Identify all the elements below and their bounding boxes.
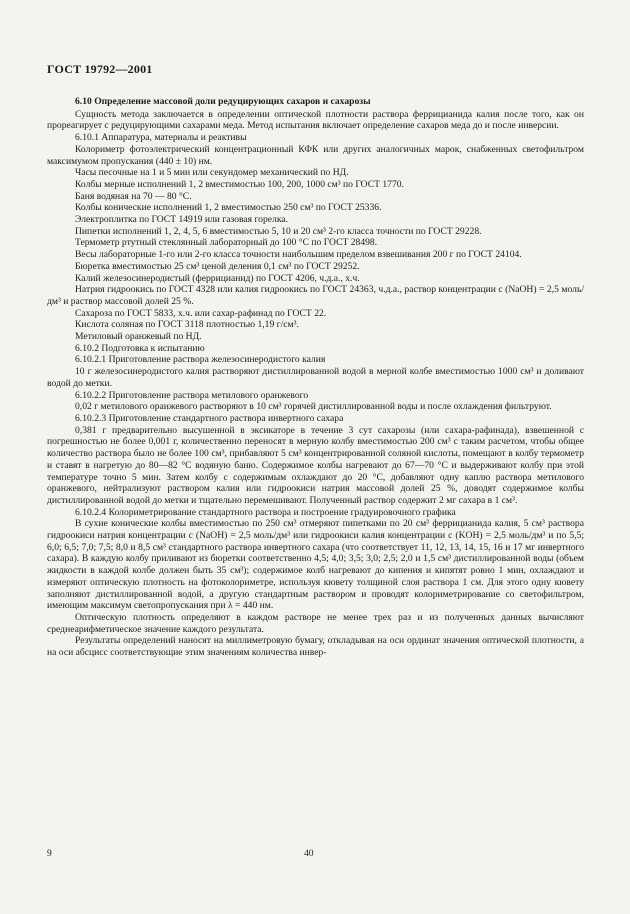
- subsection-heading: 6.10.2.3 Приготовление стандартного раствора инвертного сахара: [75, 412, 344, 424]
- paragraph: Весы лабораторные 1-го или 2-го класса точности наибольшим пределом взвешивания 200 г по ГОСТ 24104.: [75, 249, 522, 261]
- subsection-heading: 6.10.1 Аппаратура, материалы и реактивы: [75, 132, 247, 144]
- paragraph: 0,02 г метилового оранжевого растворяют в 10 см³ горячей дистиллированной воды и после охлаждения фильтруют.: [75, 401, 552, 413]
- section-content: [47, 96, 584, 659]
- subsection-heading: 6.10.2 Подготовка к испытанию: [75, 342, 205, 354]
- paragraph: Метиловый оранжевый по НД.: [75, 331, 202, 343]
- paragraph: Колбы мерные исполнений 1, 2 вместимостью 100, 200, 1000 см³ по ГОСТ 1770.: [75, 178, 404, 190]
- standard-header: ГОСТ 19792—2001: [47, 62, 153, 76]
- paragraph: Баня водяная на 70 — 80 °С.: [75, 190, 192, 202]
- subsection-heading: 6.10.2.2 Приготовление раствора метилового оранжевого: [75, 389, 309, 401]
- paragraph: 0,381 г предварительно высушенной в эксикаторе в течение 3 сут сахарозы (или сахара-рафинада), взвешенной с погрешностью не более 0,001 г, количественно переносят в мерную колбу вместимостью 200 см³ с таким расчетом, чтобы общее количество раствора было не более 100 см³, прибавляют 5 см³ концентрированной соляной кислоты, помещают в колбу термометр и ставят в нагретую до 80—82 °С водяную баню. Содержимое колбы нагревают до 67—70 °С и выдерживают колбу при этой температуре точно 5 мин. Затем колбу с содержимым охлаждают до 20 °С, добавляют одну каплю раствора метилового оранжевого, нейтрализуют раствором калия или гидроокиси натрия массовой долей 25 %, доводят содержимое колбы дистиллированной водой до метки и тщательно перемешивают. Полученный раствор содержит 2 мг сахара в 1 см³.: [47, 424, 584, 506]
- paragraph: Кислота соляная по ГОСТ 3118 плотностью 1,19 г/см³.: [75, 319, 299, 331]
- paragraph: Колориметр фотоэлектрический концентрационный КФК или других аналогичных марок, снабженных светофильтром максимумом пропускания (440 ± 10) нм.: [47, 143, 584, 167]
- paragraph: Сахароза по ГОСТ 5833, х.ч. или сахар-рафинад по ГОСТ 22.: [75, 307, 327, 319]
- paragraph: В сухие конические колбы вместимостью по 250 см³ отмеряют пипетками по 20 см³ феррицианида калия, 5 см³ раствора гидроокиси натрия концентрации с (NaOH) = 2,5 моль/дм³ или гидроокиси калия концентрации с (KOH) = 2,5 моль/дм³ и по 5,5; 6,0; 6,5; 7,0; 7,5; 8,0 и 8,5 см³ стандартного раствора инвертного сахара (что соответствует 11, 12, 13, 14, 15, 16 и 17 мг инвертного сахара). В каждую колбу приливают из бюретки соответственно 4,5; 4,0; 3,5; 3,0; 2,5; 2,0 и 1,5 см³ дистиллированной воды (объем жидкости в каждой колбе должен быть 35 см³); содержимое колб нагревают до кипения и кипятят ровно 1 мин, охлаждают и измеряют оптическую плотность на фотоколориметре, используя кювету толщиной слоя раствора 1 см. Для этого одну кювету заполняют дистиллированной водой, а другую стандартным раствором и проводят колориметрирование со светофильтром, имеющим максимум светопропускания при λ = 440 нм.: [47, 518, 584, 612]
- paragraph: Колбы конические исполнений 1, 2 вместимостью 250 см³ по ГОСТ 25336.: [75, 202, 382, 214]
- paragraph: 10 г железосинеродистого калия растворяют дистиллированной водой в мерной колбе вместимостью 1000 см³ и доливают водой до метки.: [47, 366, 584, 389]
- paragraph: Пипетки исполнений 1, 2, 4, 5, 6 вместимостью 5, 10 и 20 см³ 2-го класса точности по ГОСТ 29228.: [75, 225, 482, 237]
- paragraph: Оптическую плотность определяют в каждом растворе не менее трех раз и из полученных данных вычисляют среднеарифметическое значение каждого результата.: [47, 611, 584, 635]
- paragraph: Результаты определений наносят на миллиметровую бумагу, откладывая на оси ординат значения оптической плотности, а на оси абсцисс соответствующие этим значениям количества инвер-: [47, 635, 584, 659]
- paragraph: Электроплитка по ГОСТ 14919 или газовая горелка.: [75, 214, 288, 226]
- section-title: 6.10 Определение массовой доли редуцирующих сахаров и сахарозы: [75, 96, 371, 107]
- footer-edition-mark: 9: [47, 848, 52, 859]
- paragraph: Бюретка вместимостью 25 см³ ценой деления 0,1 см³ по ГОСТ 29252.: [75, 260, 360, 272]
- page-number: 40: [304, 848, 314, 859]
- paragraph: Калий железосинеродистый (феррицианид) по ГОСТ 4206, ч.д.а., х.ч.: [75, 272, 360, 284]
- paragraph: Термометр ртутный стеклянный лабораторный до 100 °С по ГОСТ 28498.: [75, 237, 378, 249]
- subsection-heading: 6.10.2.4 Колориметрирование стандартного раствора и построение градуировочного графика: [75, 506, 456, 518]
- paragraph: Часы песочные на 1 и 5 мин или секундомер механический по НД.: [75, 167, 349, 179]
- paragraph: Натрия гидроокись по ГОСТ 4328 или калия гидроокись по ГОСТ 24363, ч.д.а., раствор концентрации с (NaOH) = 2,5 моль/дм³ и раствор массовой долей 25 %.: [47, 284, 584, 307]
- subsection-heading: 6.10.2.1 Приготовление раствора железосинеродистого калия: [75, 354, 326, 366]
- paragraph: Сущность метода заключается в определении оптической плотности раствора феррицианида калия после того, как он прореагирует с редуцирующими сахарами меда. Метод испытания включает определение сахаров меда до и после инверсии.: [47, 108, 584, 132]
